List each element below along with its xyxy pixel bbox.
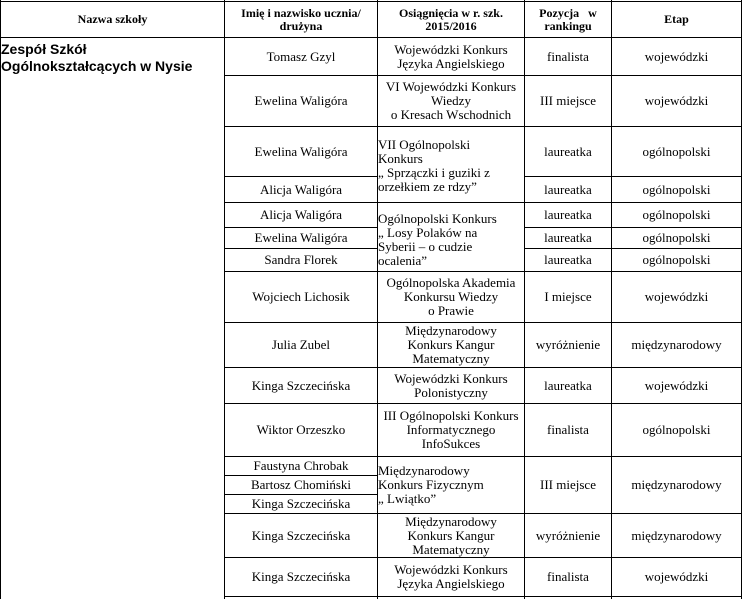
grid-line <box>224 557 742 558</box>
achievement-cell <box>378 38 524 75</box>
grid-line <box>377 0 378 599</box>
grid-line <box>224 202 742 203</box>
achievement-line: InfoSukces <box>421 436 481 451</box>
grid-line <box>524 248 742 249</box>
achievement-line: Wojewódzki Konkurs <box>394 370 508 386</box>
achievement-cell <box>378 203 524 271</box>
ranking-cell: laureatka <box>544 252 592 267</box>
ranking-cell: laureatka <box>544 230 592 245</box>
stage-cell: ogólnopolski <box>642 181 711 197</box>
achievement-line: „ Lwiątko” <box>378 491 437 506</box>
stage-cell: wojewódzki <box>644 48 709 64</box>
stage-cell: międzynarodowy <box>631 527 722 543</box>
stage-cell: ogólnopolski <box>642 422 711 437</box>
ranking-cell: finalista <box>547 48 589 64</box>
ranking-cell: laureatka <box>544 143 592 159</box>
student-cell: Ewelina Waligóra <box>254 93 348 108</box>
header-student-line-2: drużyna <box>279 18 323 33</box>
achievement-line: orzełkiem ze rdzy” <box>378 178 477 194</box>
ranking-cell: laureatka <box>544 181 592 197</box>
student-cell: Sandra Florek <box>264 252 338 267</box>
achievement-line: Ogólnopolski Konkurs <box>378 211 497 226</box>
achievement-line: Konkurs <box>378 150 423 166</box>
school-name <box>1 39 224 99</box>
header-ranking-line-1: Pozycja w <box>539 5 597 20</box>
grid-line <box>224 513 742 514</box>
achievement-line: o Prawie <box>428 303 474 318</box>
grid-line <box>224 596 742 597</box>
stage-cell: wojewódzki <box>644 568 709 584</box>
achievement-line: „ Sprzączki i guziki z <box>378 164 490 180</box>
achievement-line: VII Ogólnopolski <box>378 136 471 152</box>
header-ranking-line-2: rankingu <box>544 18 592 33</box>
grid-line <box>224 126 742 127</box>
achievement-cell <box>378 558 524 595</box>
student-cell: Kinga Szczecińska <box>251 527 351 543</box>
grid-line <box>0 37 742 38</box>
achievement-line: Międzynarodowy <box>405 513 497 529</box>
school-name-line-1: Zespół Szkół <box>1 41 87 57</box>
ranking-cell: wyróżnienie <box>535 337 601 352</box>
ranking-cell: III miejsce <box>540 93 596 108</box>
achievement-line: Ogólnopolska Akademia <box>386 275 516 290</box>
achievement-line: Matematyczny <box>412 351 490 366</box>
student-cell: Bartosz Chomiński <box>250 477 352 492</box>
achievement-cell <box>378 323 524 367</box>
grid-line <box>524 0 525 599</box>
grid-line <box>224 475 378 476</box>
header-student-line-1: Imię i nazwisko ucznia/ <box>241 5 361 20</box>
stage-cell: wojewódzki <box>644 289 709 304</box>
stage-cell: ogólnopolski <box>642 230 711 245</box>
ranking-cell: laureatka <box>544 377 592 393</box>
student-cell: Julia Zubel <box>271 337 331 352</box>
student-cell: Kinga Szczecińska <box>251 568 351 584</box>
achievement-line: Konkursu Wiedzy <box>403 289 499 304</box>
student-cell: Wojciech Lichosik <box>252 289 350 304</box>
achievement-line: Informatycznego <box>406 422 496 437</box>
grid-line <box>224 176 378 177</box>
grid-line <box>524 176 742 177</box>
header-school <box>1 2 224 37</box>
achievement-cell <box>378 457 524 513</box>
stage-cell: wojewódzki <box>644 377 709 393</box>
school-name-line-2: Ogólnokształcących w Nysie <box>1 58 193 74</box>
ranking-cell: wyróżnienie <box>535 527 601 543</box>
achievement-line: Konkurs Fizycznym <box>378 477 484 492</box>
grid-line <box>224 403 742 404</box>
student-cell: Ewelina Waligóra <box>254 230 348 245</box>
grid-line <box>0 1 742 2</box>
header-ranking <box>525 2 611 37</box>
grid-line <box>224 75 742 76</box>
achievement-cell <box>378 368 524 403</box>
achievement-cell <box>378 127 524 202</box>
achievement-line: Konkurs Kangur <box>407 337 495 352</box>
header-achievement <box>378 2 524 37</box>
stage-cell: międzynarodowy <box>631 477 722 492</box>
achievement-cell <box>378 404 524 456</box>
student-cell: Ewelina Waligóra <box>254 143 348 159</box>
grid-line <box>524 227 742 228</box>
achievement-line: III Ogólnopolski Konkurs <box>383 408 519 423</box>
header-student <box>225 2 377 37</box>
achievement-line: o Kresach Wschodnich <box>390 107 512 122</box>
grid-line <box>741 0 742 599</box>
achievement-line: Międzynarodowy <box>378 463 470 478</box>
achievement-cell <box>378 514 524 557</box>
achievement-cell <box>378 76 524 126</box>
header-stage <box>612 2 741 37</box>
ranking-cell: finalista <box>547 568 589 584</box>
stage-cell: międzynarodowy <box>631 337 722 352</box>
grid-line <box>611 0 612 599</box>
stage-cell: wojewódzki <box>644 93 709 108</box>
stage-cell: ogólnopolski <box>642 143 711 159</box>
achievement-line: Międzynarodowy <box>405 323 497 338</box>
achievement-line: Języka Angielskiego <box>397 55 505 71</box>
grid-line <box>224 367 742 368</box>
student-cell: Kinga Szczecińska <box>251 496 351 511</box>
student-cell: Tomasz Gzyl <box>266 48 336 64</box>
achievement-line: Wojewódzki Konkurs <box>394 41 508 57</box>
stage-cell: ogólnopolski <box>642 207 711 222</box>
student-cell: Alicja Waligóra <box>259 207 343 222</box>
achievement-line: Języka Angielskiego <box>397 575 505 591</box>
achievement-line: Wojewódzki Konkurs <box>394 561 508 577</box>
ranking-cell: finalista <box>547 422 589 437</box>
achievement-line: VI Wojewódzki Konkurs <box>385 79 517 94</box>
grid-line <box>224 494 378 495</box>
ranking-cell: laureatka <box>544 207 592 222</box>
ranking-cell: I miejsce <box>544 289 592 304</box>
student-cell: Kinga Szczecińska <box>251 377 351 393</box>
achievement-line: Syberii – o cudzie <box>378 239 473 254</box>
achievement-line: Polonistyczny <box>414 384 488 400</box>
grid-line <box>0 0 1 599</box>
achievement-line: Konkurs Kangur <box>407 527 495 543</box>
grid-line <box>224 227 378 228</box>
student-cell: Alicja Waligóra <box>259 181 343 197</box>
grid-line <box>224 456 742 457</box>
grid-line <box>224 322 742 323</box>
grid-line <box>224 248 378 249</box>
header-achievement-line-1: Osiągnięcia w r. szk. <box>399 5 503 20</box>
achievement-line: ocalenia” <box>378 253 428 268</box>
grid-line <box>224 271 742 272</box>
achievement-line: „ Losy Polaków na <box>378 225 478 240</box>
achievement-line: Matematyczny <box>412 541 490 557</box>
header-stage-label: Etap <box>664 12 689 26</box>
grid-line <box>224 0 225 599</box>
student-cell: Wiktor Orzeszko <box>256 422 346 437</box>
header-achievement-line-2: 2015/2016 <box>425 18 477 33</box>
ranking-cell: III miejsce <box>540 477 596 492</box>
achievement-cell <box>378 272 524 322</box>
header-school-label: Nazwa szkoły <box>77 12 148 26</box>
student-cell: Faustyna Chrobak <box>253 458 349 473</box>
achievement-line: Wiedzy <box>431 93 471 108</box>
stage-cell: ogólnopolski <box>642 252 711 267</box>
